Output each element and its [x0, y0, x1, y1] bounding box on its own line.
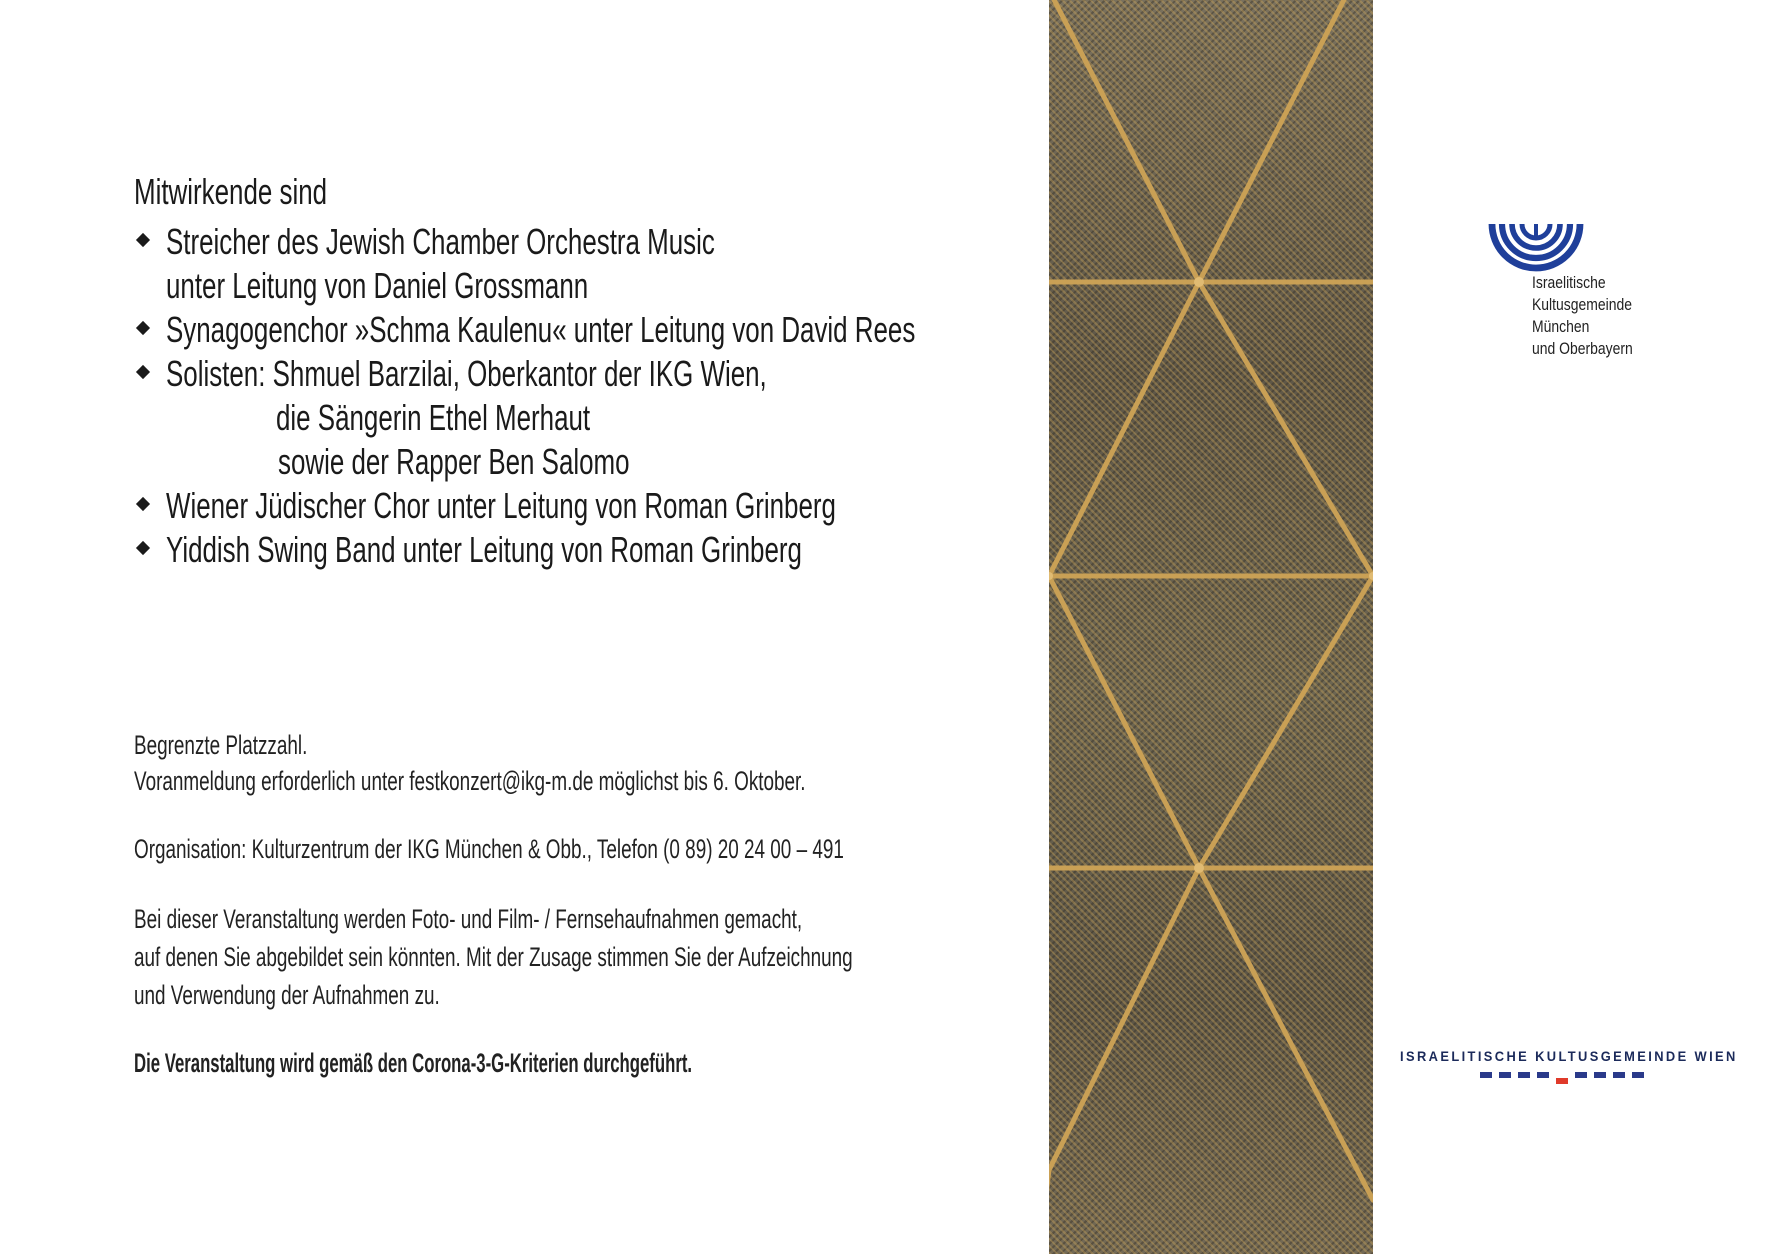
vienna-accent-dot [1556, 1078, 1568, 1084]
vienna-dot [1613, 1072, 1625, 1078]
list-item-text: Synagogenchor »Schma Kaulenu« unter Leitung von David Rees [166, 309, 916, 350]
munich-logo-text: Kultusgemeinde [1532, 295, 1632, 314]
list-item-text: Solisten: Shmuel Barzilai, Oberkantor der IKG Wien, [166, 353, 767, 394]
list-item-text: Yiddish Swing Band unter Leitung von Roman Grinberg [166, 529, 802, 570]
diamond-bullet-icon [136, 233, 150, 247]
munich-logo-text: und Oberbayern [1532, 339, 1633, 358]
participants-section [134, 0, 1034, 1254]
diamond-bullet-icon [136, 497, 150, 511]
diamond-bullet-icon [136, 541, 150, 555]
covid-notice: Die Veranstaltung wird gemäß den Corona-3-G-Kriterien durchgeführt. [134, 1048, 693, 1078]
munich-logo-text: Israelitische [1532, 273, 1606, 292]
lattice-pattern [1049, 0, 1373, 1254]
registration-notice: Voranmeldung erforderlich unter festkonzert@ikg-m.de möglichst bis 6. Oktober. [134, 766, 806, 796]
vienna-dot [1632, 1072, 1644, 1078]
vienna-dot [1537, 1072, 1549, 1078]
vienna-dot [1594, 1072, 1606, 1078]
list-item-text: sowie der Rapper Ben Salomo [278, 441, 630, 482]
decorative-lattice-image [1049, 0, 1373, 1254]
vienna-dot [1518, 1072, 1530, 1078]
media-notice-line: auf denen Sie abgebildet sein könnten. Mit der Zusage stimmen Sie der Aufzeichnung [134, 942, 853, 972]
participants-heading: Mitwirkende sind [134, 171, 328, 212]
list-item-text: Wiener Jüdischer Chor unter Leitung von Roman Grinberg [166, 485, 836, 526]
vienna-logo-text: ISRAELITISCHE KULTUSGEMEINDE WIEN [1400, 1048, 1738, 1064]
list-item-text: Streicher des Jewish Chamber Orchestra Music [166, 221, 715, 262]
munich-logo-text: München [1532, 317, 1590, 336]
media-notice-line: und Verwendung der Aufnahmen zu. [134, 980, 440, 1010]
list-item-text: unter Leitung von Daniel Grossmann [166, 265, 589, 306]
seats-notice: Begrenzte Platzzahl. [134, 730, 308, 760]
diamond-bullet-icon [136, 365, 150, 379]
vienna-logo-dots-icon [1480, 1072, 1660, 1086]
media-notice-line: Bei dieser Veranstaltung werden Foto- und Film- / Fernsehaufnahmen gemacht, [134, 904, 803, 934]
vienna-dot [1575, 1072, 1587, 1078]
vienna-dot [1480, 1072, 1492, 1078]
vienna-dot [1499, 1072, 1511, 1078]
list-item-text: die Sängerin Ethel Merhaut [276, 397, 591, 438]
organisation-info: Organisation: Kulturzentrum der IKG München & Obb., Telefon (0 89) 20 24 00 – 491 [134, 834, 844, 864]
diamond-bullet-icon [136, 321, 150, 335]
